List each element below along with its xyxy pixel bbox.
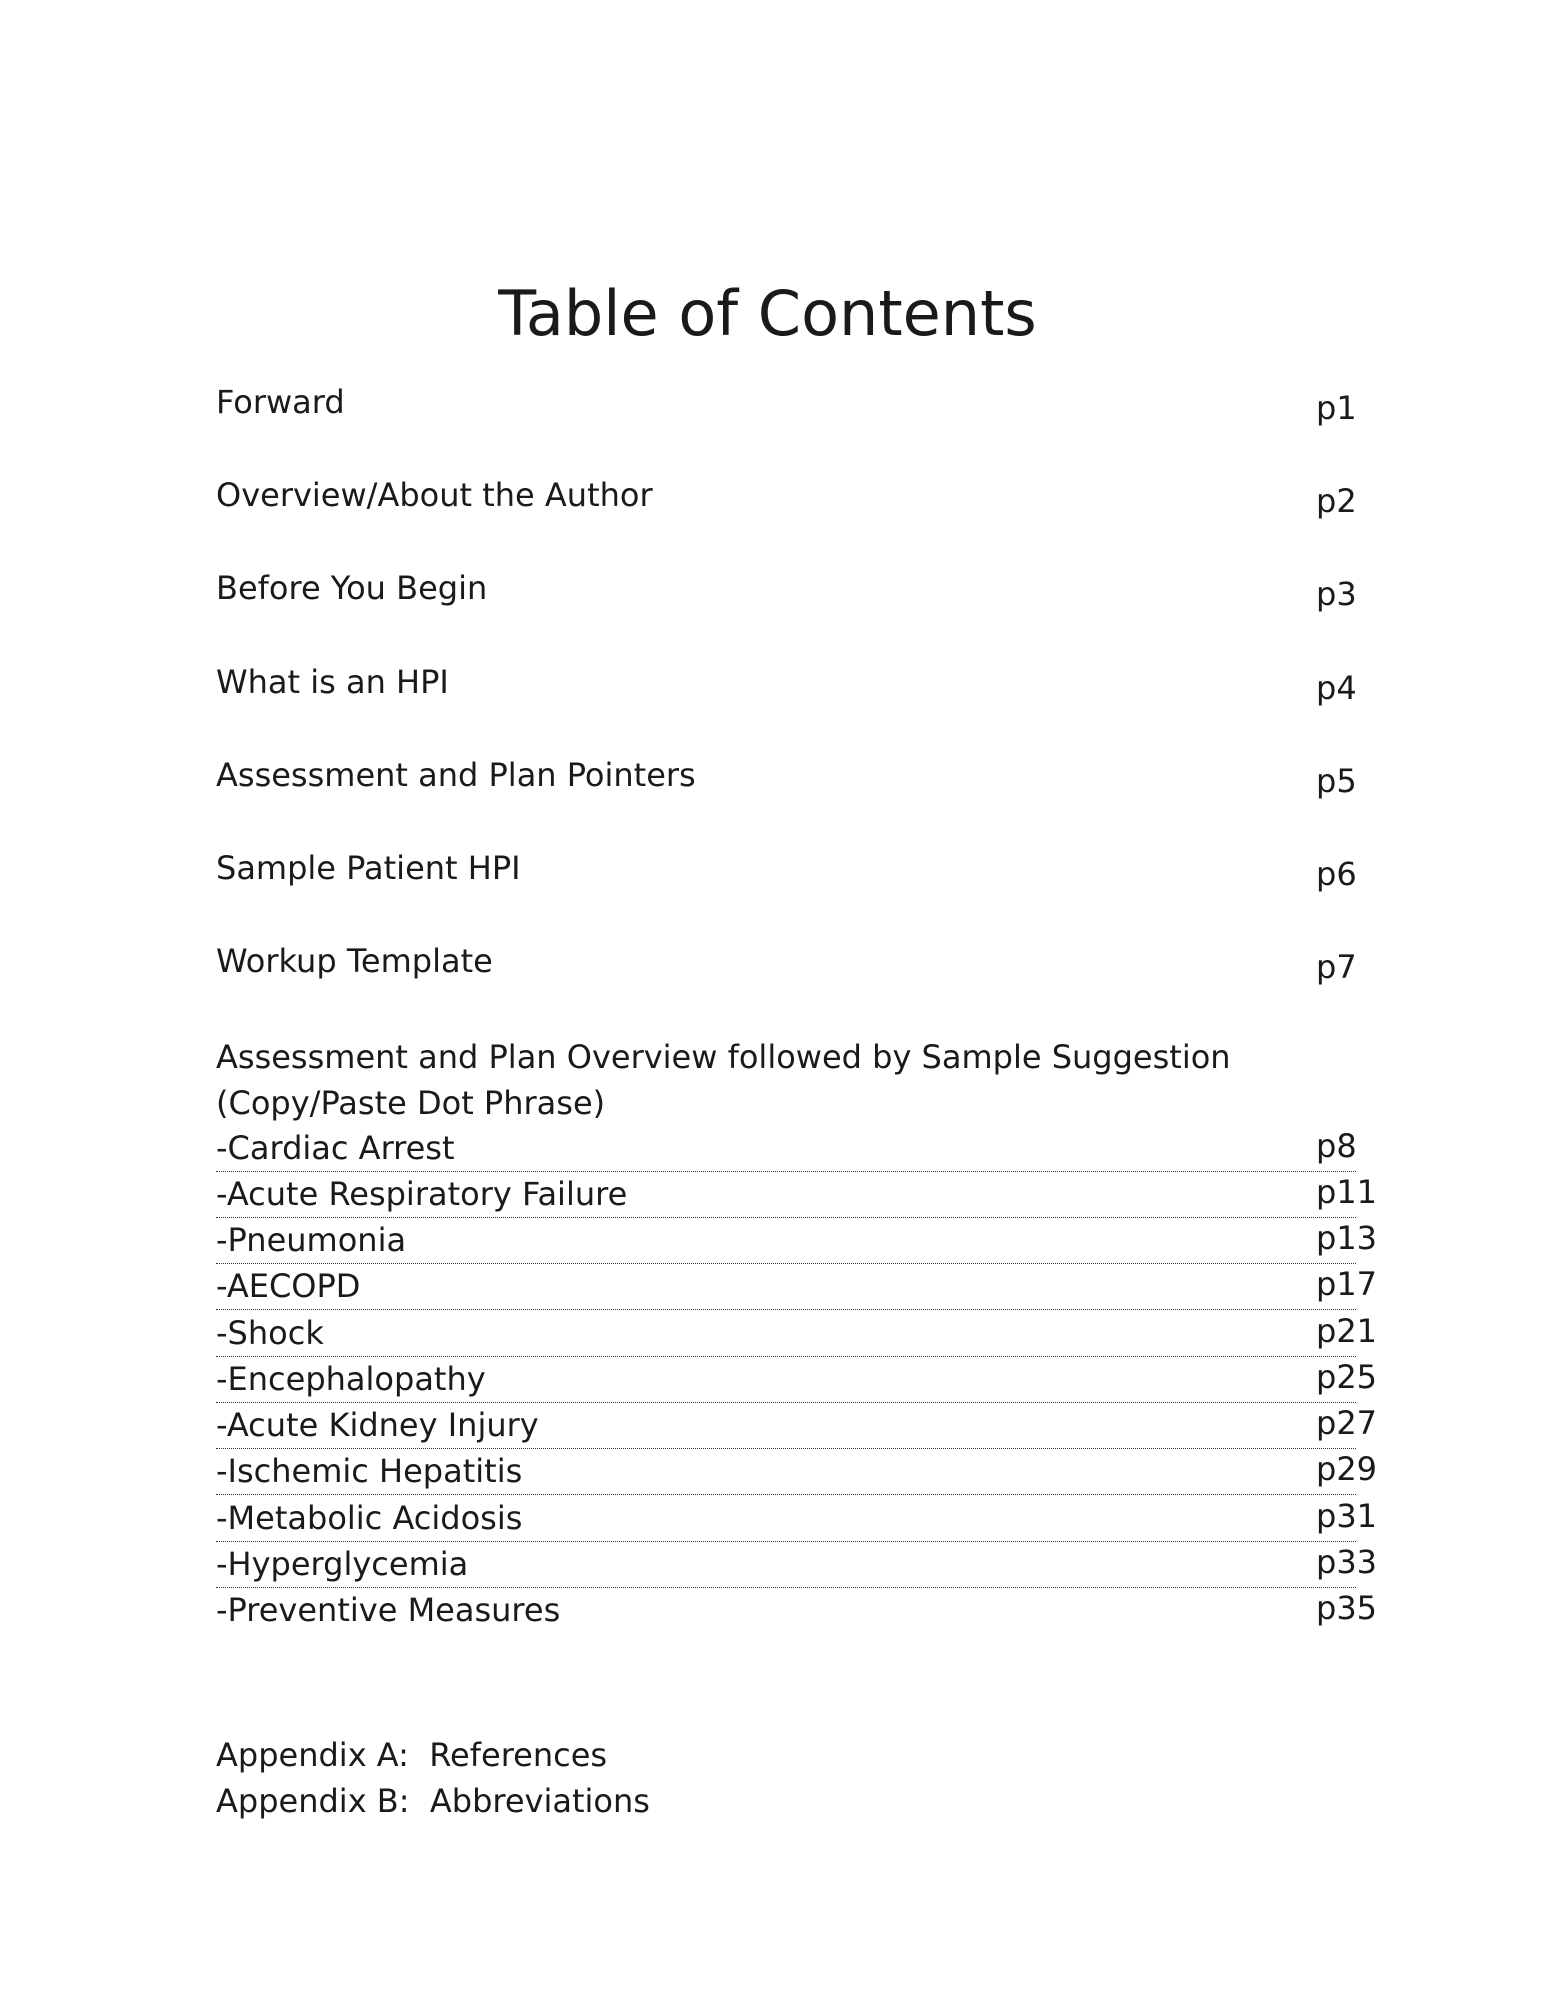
appendix-a: Appendix A: References (216, 1736, 608, 1774)
toc-entry-label: Workup Template (216, 942, 493, 980)
ap-item-label: -Cardiac Arrest (216, 1129, 455, 1167)
ap-item-page: p25 (1316, 1358, 1378, 1396)
ap-item-ischemic-hepatitis (216, 1449, 1378, 1495)
page-title: Table of Contents (498, 277, 1037, 350)
ap-item-label: -Metabolic Acidosis (216, 1499, 523, 1537)
ap-item-page: p8 (1316, 1127, 1357, 1165)
toc-entry-label: What is an HPI (216, 663, 449, 701)
ap-item-page: p11 (1316, 1173, 1378, 1211)
toc-entry-page: p1 (1316, 389, 1357, 427)
toc-entry-overview (216, 473, 1386, 523)
ap-item-page: p21 (1316, 1312, 1378, 1350)
toc-entry-label: Overview/About the Author (216, 476, 653, 514)
ap-item-metabolic-acidosis (216, 1496, 1378, 1542)
toc-entry-before-you-begin (216, 566, 1386, 616)
ap-item-label: -Hyperglycemia (216, 1545, 469, 1583)
ap-item-label: -Shock (216, 1314, 324, 1352)
ap-item-shock (216, 1311, 1378, 1357)
ap-item-pneumonia (216, 1218, 1378, 1264)
toc-entry-ap-pointers (216, 753, 1386, 803)
ap-item-page: p33 (1316, 1543, 1378, 1581)
ap-item-label: -Pneumonia (216, 1221, 407, 1259)
ap-item-page: p13 (1316, 1219, 1378, 1257)
appendix-list (216, 1732, 650, 1824)
toc-entry-what-is-hpi (216, 660, 1386, 710)
toc-entry-page: p2 (1316, 482, 1357, 520)
ap-item-aecopd (216, 1264, 1378, 1310)
toc-entry-label: Sample Patient HPI (216, 849, 521, 887)
ap-item-page: p29 (1316, 1450, 1378, 1488)
ap-heading-line: (Copy/Paste Dot Phrase) (216, 1084, 606, 1122)
toc-entry-label: Before You Begin (216, 569, 488, 607)
appendix-b: Appendix B: Abbreviations (216, 1782, 650, 1820)
ap-item-label: -Preventive Measures (216, 1591, 561, 1629)
toc-entry-sample-hpi (216, 846, 1386, 896)
toc-entry-label: Assessment and Plan Pointers (216, 756, 696, 794)
ap-item-page: p35 (1316, 1589, 1378, 1627)
ap-heading-line: Assessment and Plan Overview followed by Sample Suggestion (216, 1038, 1231, 1076)
toc-entry-page: p7 (1316, 948, 1357, 986)
ap-item-hyperglycemia (216, 1542, 1378, 1588)
toc-entry-page: p3 (1316, 575, 1357, 613)
toc-entry-page: p4 (1316, 669, 1357, 707)
toc-entry-page: p6 (1316, 855, 1357, 893)
ap-item-page: p17 (1316, 1265, 1378, 1303)
ap-item-label: -Encephalopathy (216, 1360, 486, 1398)
toc-entry-page: p5 (1316, 762, 1357, 800)
ap-item-page: p27 (1316, 1404, 1378, 1442)
ap-item-preventive-measures (216, 1588, 1378, 1634)
ap-item-acute-respiratory-failure (216, 1172, 1378, 1218)
ap-item-encephalopathy (216, 1357, 1378, 1403)
ap-item-page: p31 (1316, 1497, 1378, 1535)
ap-section-heading (216, 1034, 1386, 1126)
toc-entry-label: Forward (216, 383, 345, 421)
toc-entry-workup-template (216, 939, 1386, 989)
ap-item-label: -Ischemic Hepatitis (216, 1452, 523, 1490)
ap-item-label: -AECOPD (216, 1267, 361, 1305)
ap-item-label: -Acute Respiratory Failure (216, 1175, 628, 1213)
ap-item-acute-kidney-injury (216, 1403, 1378, 1449)
ap-item-label: -Acute Kidney Injury (216, 1406, 539, 1444)
toc-entry-forward (216, 380, 1386, 430)
ap-item-cardiac-arrest (216, 1126, 1356, 1172)
